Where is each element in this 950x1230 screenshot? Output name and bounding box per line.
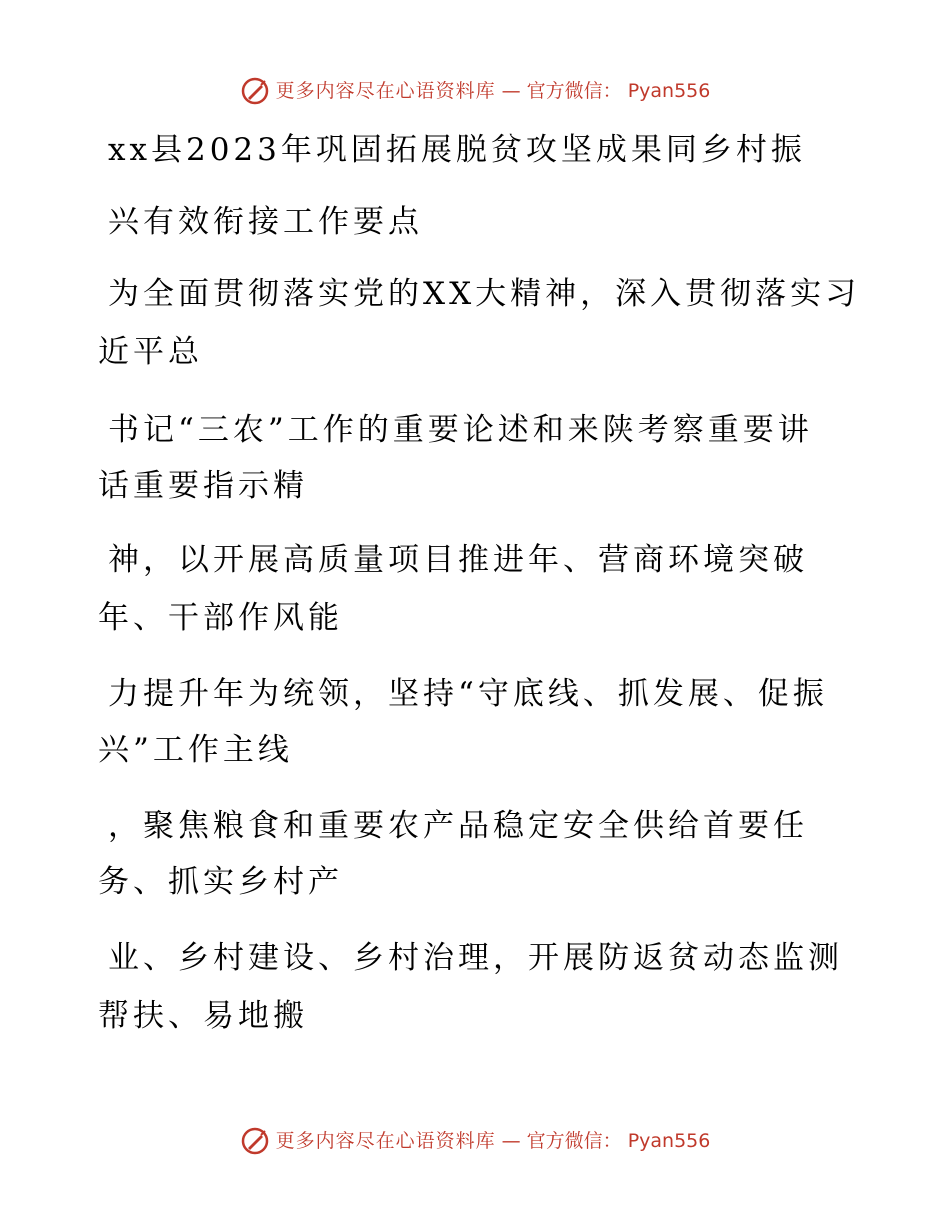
paragraph-line: 近平总 bbox=[98, 334, 203, 370]
watermark-wechat-id: Pyan556 bbox=[627, 80, 711, 102]
quill-pen-logo-icon bbox=[240, 1126, 270, 1156]
paragraph-line: 神，以开展高质量项目推进年、营商环境突破 bbox=[108, 542, 808, 578]
header-watermark bbox=[0, 76, 950, 106]
paragraph-line: 书记“三农”工作的重要论述和来陕考察重要讲 bbox=[108, 412, 813, 448]
title-line-1: xx县2023年巩固拓展脱贫攻坚成果同乡村振 bbox=[108, 132, 806, 168]
paragraph-line: ，聚焦粮食和重要农产品稳定安全供给首要任 bbox=[108, 808, 808, 844]
paragraph-line: 兴”工作主线 bbox=[98, 732, 293, 768]
paragraph-line: 为全面贯彻落实党的XX大精神，深入贯彻落实习 bbox=[108, 276, 861, 312]
title-line-2: 兴有效衔接工作要点 bbox=[108, 204, 423, 240]
watermark-dash: — bbox=[501, 1130, 521, 1152]
paragraph-line: 话重要指示精 bbox=[98, 468, 308, 504]
watermark-dash: — bbox=[501, 80, 521, 102]
quill-pen-logo-icon bbox=[240, 76, 270, 106]
watermark-brand-text: 更多内容尽在心语资料库 bbox=[275, 1130, 496, 1152]
watermark-contact-label: 官方微信： bbox=[526, 1130, 622, 1152]
paragraph-line: 年、干部作风能 bbox=[98, 600, 343, 636]
watermark-wechat-id: Pyan556 bbox=[627, 1130, 711, 1152]
paragraph-line: 帮扶、易地搬 bbox=[98, 998, 308, 1034]
paragraph-line: 务、抓实乡村产 bbox=[98, 864, 343, 900]
watermark-contact-label: 官方微信： bbox=[526, 80, 622, 102]
footer-watermark bbox=[0, 1126, 950, 1156]
paragraph-line: 业、乡村建设、乡村治理，开展防返贫动态监测 bbox=[108, 940, 843, 976]
watermark-brand-text: 更多内容尽在心语资料库 bbox=[275, 80, 496, 102]
paragraph-line: 力提升年为统领，坚持“守底线、抓发展、促振 bbox=[108, 676, 828, 712]
